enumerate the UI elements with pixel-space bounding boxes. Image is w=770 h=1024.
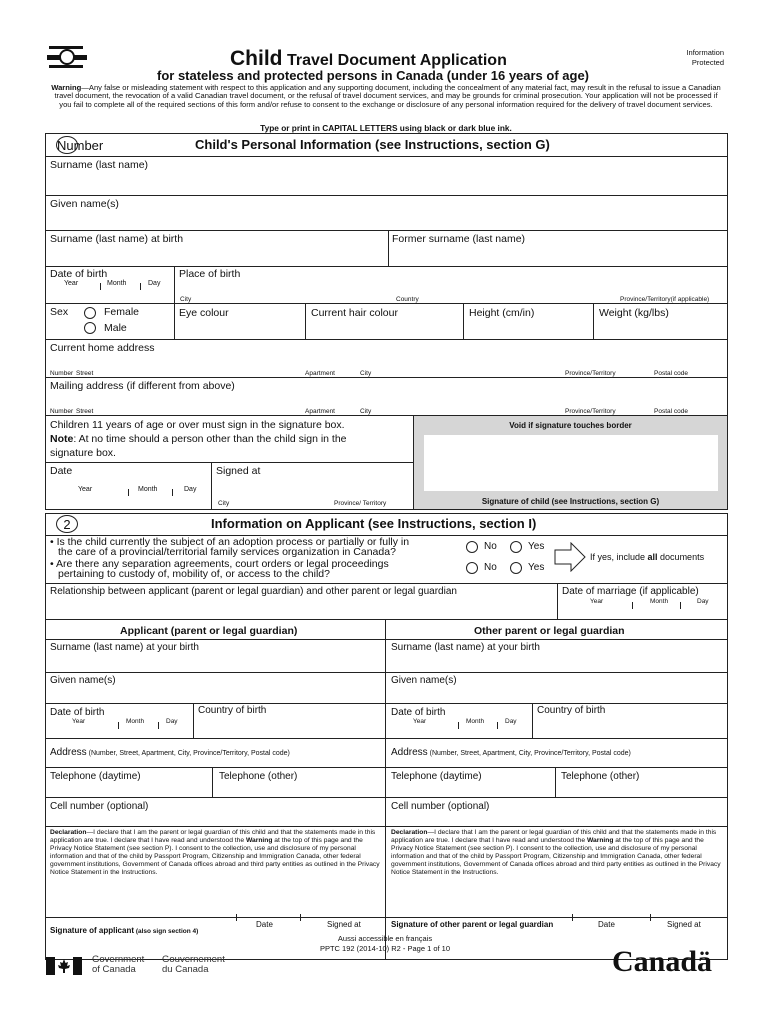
signed-at-label: Signed at: [216, 465, 261, 477]
q2-yes-label: Yes: [528, 562, 545, 573]
signed-at-province: Province/ Territory: [334, 500, 387, 507]
other-dob-field[interactable]: [387, 726, 530, 737]
sign-day: Day: [184, 486, 197, 493]
pob-country: Country: [396, 296, 419, 303]
app-given-label: Given name(s): [50, 675, 116, 686]
gov-fr-line1: Gouvernement: [162, 954, 225, 965]
signed-at-city: City: [218, 500, 230, 507]
marriage-month: Month: [650, 598, 669, 605]
section-1-number: Number: [57, 138, 104, 153]
sign-month: Month: [138, 486, 158, 493]
app-decl-text-1: —I declare that I am the parent or legal guardian of this child and that the statements made in this application are true. I declare that I have read and understood the: [50, 829, 376, 845]
sign-note-2: : At no time should a person other than the child sign in the: [73, 433, 347, 445]
app-dob-label: Date of birth: [50, 707, 105, 718]
info-label: Information: [686, 48, 724, 57]
date-marriage-field[interactable]: [559, 607, 726, 618]
sex-female-radio[interactable]: [84, 307, 96, 319]
gov-en-line1: Government: [92, 954, 145, 965]
relationship-label: Relationship between applicant (parent or legal guardian) and other parent or legal guardian: [50, 586, 457, 597]
q2-no-label: No: [484, 562, 497, 573]
sign-note-3: signature box.: [50, 447, 116, 459]
if-yes-suffix: documents: [657, 552, 705, 562]
other-given-field[interactable]: [387, 687, 727, 702]
q1-yes-label: Yes: [528, 541, 545, 552]
child-surname-label: Surname (last name): [50, 159, 149, 171]
other-dob-year: Year: [413, 718, 427, 725]
other-sig-date: Date: [598, 920, 615, 929]
protected-label: Protected: [691, 58, 724, 67]
mail-apartment: Apartment: [305, 408, 335, 415]
question-2-line-b: pertaining to custody of, mobility of, or access to the child?: [58, 568, 330, 580]
other-signature-field[interactable]: [387, 886, 727, 916]
other-decl-warning: Warning: [586, 837, 614, 845]
mail-postal: Postal code: [654, 408, 688, 415]
app-surname-field[interactable]: [46, 654, 384, 671]
app-declaration: [50, 829, 382, 878]
mailing-address-field[interactable]: [46, 392, 727, 406]
if-yes-all: all: [647, 552, 658, 562]
question-2-line-a: • Are there any separation agreements, court orders or legal proceedings: [50, 558, 389, 570]
passport-logo: [47, 46, 87, 68]
warning-text: [48, 84, 724, 109]
canada-wordmark: Canadä: [612, 945, 713, 978]
gov-fr-line2: du Canada: [162, 964, 209, 975]
q2-no-radio[interactable]: [466, 562, 478, 574]
other-cell-field[interactable]: [387, 813, 727, 825]
app-sig-date: Date: [256, 920, 273, 929]
eye-colour-label: Eye colour: [179, 307, 229, 319]
app-sig-hint: (also sign section 4): [134, 928, 199, 935]
question-1-line-a: • Is the child currently the subject of an adoption process or partially or fully in: [50, 536, 410, 548]
sex-female-label: Female: [104, 306, 140, 318]
form-subtitle: for stateless and protected persons in Canada (under 16 years of age): [157, 68, 590, 83]
question-1-line-b: the care of a provincial/territorial family services organization in Canada?: [58, 546, 396, 558]
dob-year: Year: [64, 280, 79, 287]
weight-label: Weight (kg/lbs): [599, 307, 669, 319]
other-given-label: Given name(s): [391, 675, 457, 686]
app-decl-text-2: at the top of this page and the Privacy Notice Statement (see section P). I consent to the collection, use and disclosure of my personal information and that of the child by Passport Program, Citizenship and Immigration Canada, other federal government institutions, Government of Canada offices abroad and third party entities as outlined in the Privacy Notice Statement in the Instructions.: [50, 837, 380, 877]
app-decl-warning: Warning: [245, 837, 273, 845]
form-title-child: Child: [230, 47, 283, 70]
home-apartment: Apartment: [305, 370, 335, 377]
app-tel-other-field[interactable]: [214, 783, 384, 796]
child-dob-label: Date of birth: [50, 268, 108, 280]
home-address-label: Current home address: [50, 342, 155, 354]
other-declaration: [391, 829, 724, 878]
home-address-field[interactable]: [46, 354, 727, 368]
app-cell-label: Cell number (optional): [50, 801, 149, 812]
signed-at-field[interactable]: [213, 478, 411, 496]
app-address-word: Address: [50, 747, 87, 758]
app-signature-field[interactable]: [46, 886, 384, 916]
question-2: [50, 559, 389, 579]
height-label: Height (cm/in): [469, 307, 535, 319]
dob-month: Month: [107, 280, 127, 287]
app-country-field[interactable]: [195, 717, 384, 737]
other-dob-label: Date of birth: [391, 707, 446, 718]
mail-street: Street: [76, 408, 94, 415]
other-sig-signed-at: Signed at: [667, 920, 701, 929]
app-signature-caption: [50, 920, 198, 938]
former-surname-label: Former surname (last name): [392, 233, 526, 245]
app-dob-field[interactable]: [46, 726, 191, 737]
q1-no-label: No: [484, 541, 497, 552]
sign-date-label: Date: [50, 465, 73, 477]
date-marriage-label: Date of marriage (if applicable): [562, 586, 699, 597]
section-2-number: 2: [56, 515, 78, 533]
app-decl-label: Declaration: [50, 829, 87, 836]
other-dob-day: Day: [505, 718, 517, 725]
app-tel-day-field[interactable]: [46, 783, 210, 796]
other-decl-label: Declaration: [391, 829, 428, 836]
home-city: City: [360, 370, 372, 377]
app-cell-field[interactable]: [46, 813, 384, 825]
form-identifier: PPTC 192 (2014-10) R2 - Page 1 of 10: [319, 944, 451, 953]
dob-day: Day: [148, 280, 161, 287]
eye-colour-field[interactable]: [176, 320, 304, 338]
french-availability: Aussi accessible en français: [337, 934, 433, 943]
app-sig-signed-at: Signed at: [327, 920, 361, 929]
other-tel-other-label: Telephone (other): [561, 771, 640, 782]
home-street: Street: [76, 370, 94, 377]
child-surname-field[interactable]: [46, 171, 727, 194]
place-of-birth-label: Place of birth: [179, 268, 241, 280]
home-postal: Postal code: [654, 370, 688, 377]
q1-yes-radio[interactable]: [510, 541, 522, 553]
relationship-field[interactable]: [46, 598, 554, 618]
other-decl-text-2: at the top of this page and the Privacy Notice Statement (see section P). I consent to the collection, use and disclosure of my personal information and that of the child by Passport Program, Citizenship and Immigration Canada, other federal government institutions, Government of Canada offices abroad and third party entities as outlined in the Privacy Notice Statement in the Instructions.: [391, 837, 721, 877]
place-of-birth-field[interactable]: [176, 280, 726, 294]
other-tel-other-field[interactable]: [557, 783, 727, 796]
app-tel-other-label: Telephone (other): [219, 771, 298, 782]
signature-notes: [50, 418, 410, 460]
other-address-word: Address: [391, 747, 428, 758]
height-field[interactable]: [465, 320, 592, 338]
form-title-rest: Travel Document Application: [286, 52, 507, 69]
if-yes-note: [590, 552, 704, 562]
child-surname-birth-label: Surname (last name) at birth: [50, 233, 184, 245]
other-dob-month: Month: [466, 718, 485, 725]
former-surname-field[interactable]: [390, 245, 726, 265]
section-2-title: Information on Applicant (see Instructions, section I): [211, 516, 537, 531]
other-decl-text-1: —I declare that I am the parent or legal guardian of this child and that the statements made in this application are true. I declare that I have read and understood the: [391, 829, 717, 845]
other-tel-day-label: Telephone (daytime): [391, 771, 482, 782]
other-surname-label: Surname (last name) at your birth: [391, 642, 540, 653]
sign-note-1: Children 11 years of age or over must sign in the signature box.: [50, 419, 345, 431]
other-address-field[interactable]: [387, 754, 727, 767]
sex-label: Sex: [50, 306, 69, 318]
app-address-hint: (Number, Street, Apartment, City, Province/Territory, Postal code): [86, 750, 290, 757]
app-dob-year: Year: [72, 718, 86, 725]
sign-year: Year: [78, 486, 93, 493]
hair-colour-label: Current hair colour: [311, 307, 398, 319]
child-surname-birth-field[interactable]: [46, 245, 386, 265]
note-label: Note: [50, 433, 74, 445]
gov-canada-en: [92, 955, 144, 975]
question-1: [50, 537, 409, 557]
other-country-field[interactable]: [534, 717, 727, 737]
app-dob-month: Month: [126, 718, 145, 725]
app-tel-day-label: Telephone (daytime): [50, 771, 141, 782]
other-country-label: Country of birth: [537, 705, 606, 716]
app-country-label: Country of birth: [198, 705, 267, 716]
app-address-field[interactable]: [46, 754, 384, 767]
hair-colour-field[interactable]: [307, 320, 462, 338]
app-dob-day: Day: [166, 718, 178, 725]
mailing-address-label: Mailing address (if different from above): [50, 380, 235, 392]
ink-instruction: Type or print in CAPITAL LETTERS using black or dark blue ink.: [260, 123, 512, 133]
q1-no-radio[interactable]: [466, 541, 478, 553]
home-number: Number: [50, 370, 74, 377]
other-address-hint: (Number, Street, Apartment, City, Province/Territory, Postal code): [427, 750, 631, 757]
pob-city: City: [180, 296, 192, 303]
other-cell-label: Cell number (optional): [391, 801, 490, 812]
q2-yes-radio[interactable]: [510, 562, 522, 574]
other-parent-column-header: Other parent or legal guardian: [474, 625, 625, 637]
child-signature-box[interactable]: [424, 435, 718, 491]
pob-province: Province/Territory(if applicable): [620, 296, 710, 303]
applicant-column-header: Applicant (parent or legal guardian): [120, 625, 298, 637]
other-surname-field[interactable]: [387, 654, 727, 671]
other-sig-label: Signature of other parent or legal guardian: [391, 920, 554, 929]
home-province: Province/Territory: [565, 370, 616, 377]
child-dob-field[interactable]: [46, 287, 174, 302]
weight-field[interactable]: [595, 320, 726, 338]
canada-flag-icon: [46, 957, 82, 975]
if-yes-prefix: If yes, include: [590, 552, 648, 562]
warning-label: Warning: [51, 83, 82, 92]
child-given-field[interactable]: [46, 210, 727, 230]
marriage-year: Year: [590, 598, 604, 605]
sign-date-field[interactable]: [46, 476, 209, 486]
arrow-right-icon: [554, 542, 586, 572]
void-notice: Void if signature touches border: [509, 421, 632, 430]
child-signature-caption: Signature of child (see Instructions, section G): [481, 497, 660, 506]
gov-canada-fr: [162, 955, 225, 975]
warning-body: —Any false or misleading statement with respect to this application and any supporting document, including the concealment of any material fact, may result in the refusal to issue a Canadian travel document, the revocation of a valid Canadian travel document, or the refusal of travel document services, and may be grounds for criminal prosecution. Your application will not be processed if you fail to complete all of the required sections of this form and/or refuse to consent to the exchange or disclosure of any personal information required for the delivery of travel document services.: [54, 83, 721, 109]
sex-male-radio[interactable]: [84, 322, 96, 334]
mail-city: City: [360, 408, 372, 415]
other-tel-day-field[interactable]: [387, 783, 553, 796]
gov-en-line2: of Canada: [92, 964, 136, 975]
mail-province: Province/Territory: [565, 408, 616, 415]
app-sig-label: Signature of applicant: [50, 926, 135, 935]
mail-number: Number: [50, 408, 74, 415]
app-surname-label: Surname (last name) at your birth: [50, 642, 199, 653]
app-given-field[interactable]: [46, 687, 384, 702]
child-given-label: Given name(s): [50, 198, 119, 210]
section-1-title: Child's Personal Information (see Instructions, section G): [195, 137, 550, 152]
sex-male-label: Male: [104, 322, 127, 334]
marriage-day: Day: [697, 598, 709, 605]
protection-label: [650, 48, 724, 68]
